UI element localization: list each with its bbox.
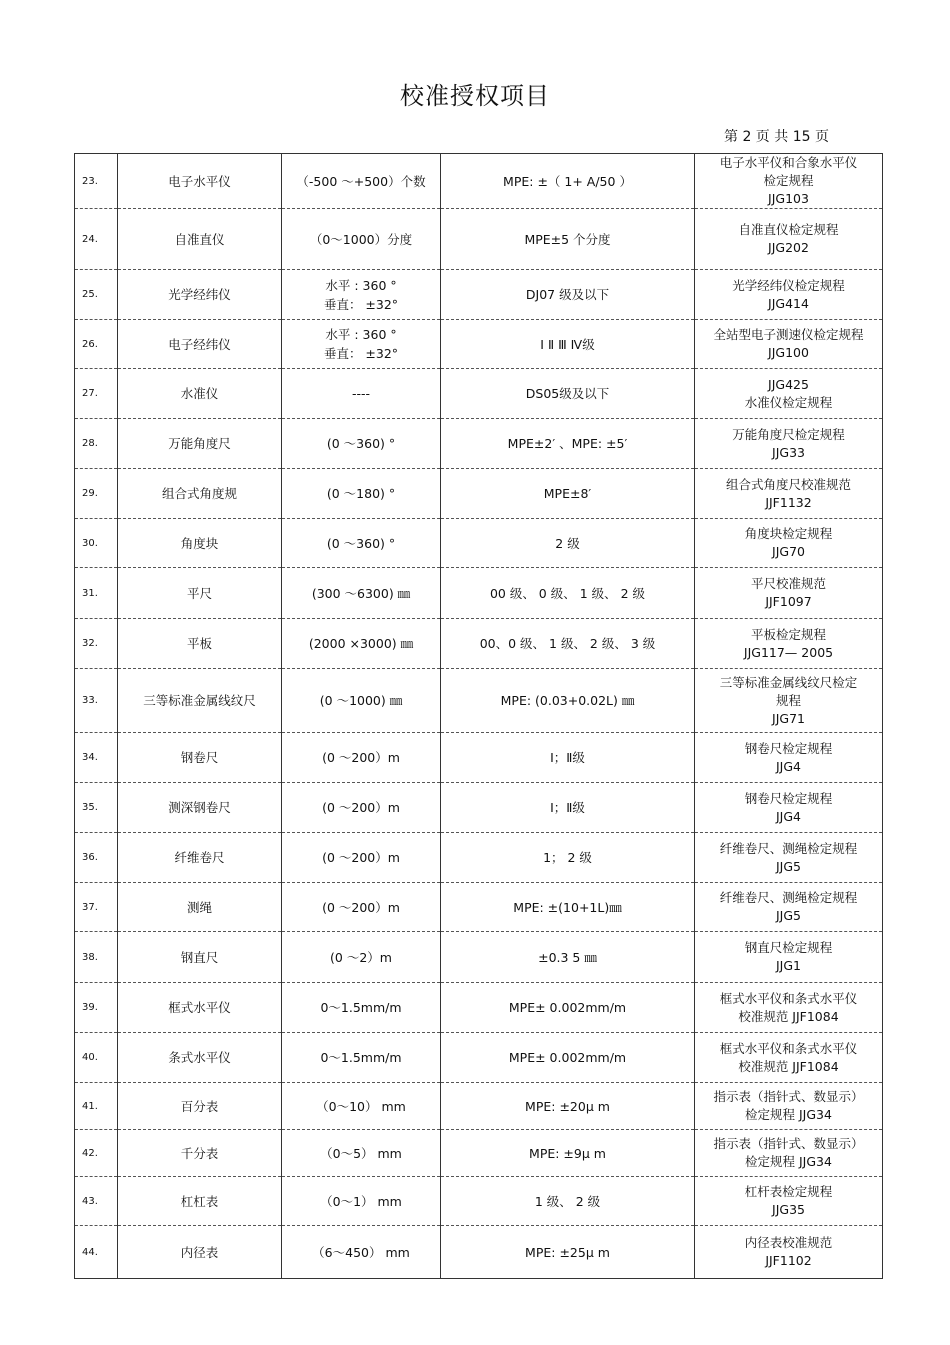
accuracy-grade: 00、0 级、 1 级、 2 级、 3 级 xyxy=(441,619,695,669)
basis-line: 校准规范 JJF1084 xyxy=(738,1008,839,1024)
row-number: 23. xyxy=(75,154,118,209)
range-line: ---- xyxy=(351,386,371,401)
basis-line: 组合式角度尺校准规范 xyxy=(725,476,851,492)
range-line: (0 ～180) ° xyxy=(326,486,396,501)
measuring-range xyxy=(282,568,441,619)
basis-line: 钢直尺检定规程 xyxy=(744,940,833,955)
measuring-range xyxy=(282,1177,441,1226)
basis-line: JJG5 xyxy=(775,858,801,874)
basis-line: 三等标准金属线纹尺检定 xyxy=(719,674,858,690)
measuring-range xyxy=(282,783,441,833)
page-title: 校准授权项目 xyxy=(400,82,550,110)
table-row xyxy=(75,1033,883,1083)
table-row xyxy=(75,833,883,883)
calibration-basis xyxy=(695,469,883,519)
basis-line: 指示表（指针式、数显示） xyxy=(713,1136,864,1151)
measuring-range xyxy=(282,1226,441,1279)
basis-line: 平板检定规程 xyxy=(750,626,826,642)
table-row xyxy=(75,369,883,419)
row-number: 43. xyxy=(75,1177,118,1226)
row-number: 33. xyxy=(75,669,118,733)
instrument-name: 千分表 xyxy=(118,1130,282,1177)
calibration-basis xyxy=(695,833,883,883)
measuring-range xyxy=(282,1130,441,1177)
table-row xyxy=(75,619,883,669)
table-row xyxy=(75,519,883,568)
range-line: （0～10） mm xyxy=(316,1098,406,1114)
calibration-basis xyxy=(695,783,883,833)
range-line: (0 ～360) ° xyxy=(326,436,396,451)
table-row xyxy=(75,209,883,270)
calibration-basis xyxy=(695,1083,883,1130)
accuracy-grade: Ⅰ；Ⅱ级 xyxy=(441,733,695,783)
table-row xyxy=(75,320,883,369)
accuracy-grade: DJ07 级及以下 xyxy=(441,270,695,320)
basis-line: 万能角度尺检定规程 xyxy=(732,426,845,442)
instrument-name: 电子经纬仪 xyxy=(118,320,282,369)
range-line: (0 ～1000) ㎜ xyxy=(319,693,403,708)
calibration-basis xyxy=(695,320,883,369)
measuring-range xyxy=(282,1083,441,1130)
basis-line: JJG100 xyxy=(768,345,809,360)
row-number: 24. xyxy=(75,209,118,270)
basis-line: JJG103 xyxy=(768,191,809,206)
basis-line: JJG414 xyxy=(768,295,809,311)
calibration-basis xyxy=(695,369,883,419)
instrument-name: 测绳 xyxy=(118,883,282,932)
basis-line: 指示表（指针式、数显示） xyxy=(713,1089,864,1104)
range-line: (2000 ×3000) ㎜ xyxy=(308,636,414,651)
range-line: 垂直： ±32° xyxy=(323,296,399,312)
table-row xyxy=(75,1083,883,1130)
accuracy-grade: ±0.3 5 ㎜ xyxy=(441,932,695,983)
calibration-basis xyxy=(695,419,883,469)
basis-line: 钢卷尺检定规程 xyxy=(744,790,833,806)
measuring-range xyxy=(282,733,441,783)
range-line: 水平 : 360 ° xyxy=(325,327,397,342)
table-row xyxy=(75,469,883,519)
accuracy-grade: Ⅰ Ⅱ Ⅲ Ⅳ级 xyxy=(441,320,695,369)
range-line: (0 ～200）m xyxy=(322,850,400,865)
basis-line: JJG425 xyxy=(768,376,809,392)
measuring-range xyxy=(282,154,441,209)
row-number: 39. xyxy=(75,983,118,1033)
range-line: (300 ～6300) ㎜ xyxy=(311,585,411,601)
row-number: 27. xyxy=(75,369,118,419)
row-number: 26. xyxy=(75,320,118,369)
basis-line: 平尺校准规范 xyxy=(750,576,826,591)
table-row xyxy=(75,270,883,320)
basis-line: 规程 xyxy=(775,692,801,708)
table-row xyxy=(75,1226,883,1279)
instrument-name: 水准仪 xyxy=(118,369,282,419)
row-number: 29. xyxy=(75,469,118,519)
accuracy-grade: MPE±5 个分度 xyxy=(441,209,695,270)
calibration-basis xyxy=(695,619,883,669)
accuracy-grade: MPE: ±25μ m xyxy=(441,1226,695,1279)
row-number: 37. xyxy=(75,883,118,932)
instrument-name: 百分表 xyxy=(118,1083,282,1130)
range-line: (0 ～200）m xyxy=(322,750,400,765)
table-row xyxy=(75,733,883,783)
calibration-basis xyxy=(695,270,883,320)
table-row xyxy=(75,932,883,983)
instrument-name: 纤维卷尺 xyxy=(118,833,282,883)
instrument-name: 三等标准金属线纹尺 xyxy=(118,669,282,733)
basis-line: 检定规程 xyxy=(763,173,814,188)
instrument-name: 组合式角度规 xyxy=(118,469,282,519)
instrument-name: 条式水平仪 xyxy=(118,1033,282,1083)
calibration-table xyxy=(74,153,883,1279)
range-line: (0 ～200）m xyxy=(322,899,400,915)
basis-line: JJG70 xyxy=(772,544,805,559)
accuracy-grade: MPE: ±（ 1+ A/50 ） xyxy=(441,154,695,209)
basis-line: 水准仪检定规程 xyxy=(744,394,833,410)
basis-line: 框式水平仪和条式水平仪 xyxy=(719,990,858,1006)
measuring-range xyxy=(282,419,441,469)
basis-line: JJG5 xyxy=(775,908,801,923)
basis-line: JJG202 xyxy=(768,240,809,255)
calibration-basis xyxy=(695,568,883,619)
basis-line: 光学经纬仪检定规程 xyxy=(732,277,845,293)
table-row xyxy=(75,1177,883,1226)
instrument-name: 角度块 xyxy=(118,519,282,568)
accuracy-grade: 1 级、 2 级 xyxy=(441,1177,695,1226)
table-row xyxy=(75,154,883,209)
basis-line: JJF1102 xyxy=(765,1253,812,1268)
table-row xyxy=(75,883,883,932)
measuring-range xyxy=(282,669,441,733)
basis-line: 杠杆表检定规程 xyxy=(744,1184,833,1199)
basis-line: 框式水平仪和条式水平仪 xyxy=(719,1040,858,1056)
range-line: （0～1000）分度 xyxy=(309,231,413,247)
measuring-range xyxy=(282,209,441,270)
accuracy-grade: 1； 2 级 xyxy=(441,833,695,883)
basis-line: 钢卷尺检定规程 xyxy=(744,740,833,756)
basis-line: 纤维卷尺、测绳检定规程 xyxy=(719,840,858,856)
instrument-name: 钢直尺 xyxy=(118,932,282,983)
measuring-range xyxy=(282,833,441,883)
instrument-name: 杠杠表 xyxy=(118,1177,282,1226)
range-line: (0 ～2）m xyxy=(330,949,392,965)
basis-line: JJG4 xyxy=(775,808,801,824)
accuracy-grade: Ⅰ；Ⅱ级 xyxy=(441,783,695,833)
calibration-basis xyxy=(695,932,883,983)
basis-line: 自准直仪检定规程 xyxy=(738,222,839,237)
row-number: 36. xyxy=(75,833,118,883)
measuring-range xyxy=(282,369,441,419)
calibration-basis xyxy=(695,1033,883,1083)
accuracy-grade: MPE±2′ 、MPE: ±5′ xyxy=(441,419,695,469)
accuracy-grade: 2 级 xyxy=(441,519,695,568)
range-line: (0 ～200）m xyxy=(322,800,400,815)
calibration-basis xyxy=(695,209,883,270)
measuring-range xyxy=(282,983,441,1033)
instrument-name: 框式水平仪 xyxy=(118,983,282,1033)
range-line: 0～1.5mm/m xyxy=(320,1000,402,1015)
row-number: 44. xyxy=(75,1226,118,1279)
measuring-range xyxy=(282,883,441,932)
basis-line: JJG33 xyxy=(772,444,805,460)
accuracy-grade: MPE: (0.03+0.02L) ㎜ xyxy=(441,669,695,733)
calibration-basis xyxy=(695,883,883,932)
accuracy-grade: MPE± 0.002mm/m xyxy=(441,983,695,1033)
accuracy-grade: MPE: ±20μ m xyxy=(441,1083,695,1130)
table-row xyxy=(75,419,883,469)
calibration-basis xyxy=(695,154,883,209)
range-line: 水平 : 360 ° xyxy=(325,277,397,293)
basis-line: JJG35 xyxy=(772,1202,805,1217)
row-number: 42. xyxy=(75,1130,118,1177)
basis-line: 全站型电子测速仪检定规程 xyxy=(713,327,864,342)
row-number: 25. xyxy=(75,270,118,320)
basis-line: JJG71 xyxy=(772,710,805,726)
measuring-range xyxy=(282,1033,441,1083)
basis-line: JJG117— 2005 xyxy=(743,644,834,660)
instrument-name: 光学经纬仪 xyxy=(118,270,282,320)
row-number: 28. xyxy=(75,419,118,469)
row-number: 38. xyxy=(75,932,118,983)
basis-line: JJG1 xyxy=(775,958,801,973)
range-line: （0～1） mm xyxy=(320,1193,402,1209)
calibration-basis xyxy=(695,669,883,733)
table-row xyxy=(75,568,883,619)
basis-line: 纤维卷尺、测绳检定规程 xyxy=(719,890,858,905)
page-number: 第 2 页 共 15 页 xyxy=(724,129,829,145)
measuring-range xyxy=(282,270,441,320)
measuring-range xyxy=(282,619,441,669)
measuring-range xyxy=(282,320,441,369)
table-row xyxy=(75,783,883,833)
basis-line: JJG4 xyxy=(775,758,801,774)
basis-line: JJF1097 xyxy=(765,594,812,609)
range-line: (0 ～360) ° xyxy=(326,535,396,551)
table-row xyxy=(75,1130,883,1177)
range-line: （6～450） mm xyxy=(312,1244,410,1260)
row-number: 32. xyxy=(75,619,118,669)
measuring-range xyxy=(282,519,441,568)
table-body xyxy=(75,154,883,1279)
calibration-basis xyxy=(695,1177,883,1226)
instrument-name: 钢卷尺 xyxy=(118,733,282,783)
range-line: （-500 ～+500）个数 xyxy=(296,173,426,189)
table-row xyxy=(75,669,883,733)
instrument-name: 内径表 xyxy=(118,1226,282,1279)
instrument-name: 电子水平仪 xyxy=(118,154,282,209)
measuring-range xyxy=(282,469,441,519)
basis-line: JJF1132 xyxy=(765,494,812,510)
range-line: （0～5） mm xyxy=(320,1145,402,1161)
instrument-name: 测深钢卷尺 xyxy=(118,783,282,833)
accuracy-grade: MPE: ±9μ m xyxy=(441,1130,695,1177)
row-number: 35. xyxy=(75,783,118,833)
accuracy-grade: DS05级及以下 xyxy=(441,369,695,419)
calibration-basis xyxy=(695,519,883,568)
range-line: 0～1.5mm/m xyxy=(320,1050,402,1065)
row-number: 31. xyxy=(75,568,118,619)
accuracy-grade: MPE: ±(10+1L)㎜ xyxy=(441,883,695,932)
table-row xyxy=(75,983,883,1033)
accuracy-grade: MPE± 0.002mm/m xyxy=(441,1033,695,1083)
basis-line: 电子水平仪和合象水平仪 xyxy=(719,155,858,170)
calibration-basis xyxy=(695,1130,883,1177)
instrument-name: 万能角度尺 xyxy=(118,419,282,469)
instrument-name: 平尺 xyxy=(118,568,282,619)
calibration-basis xyxy=(695,1226,883,1279)
row-number: 30. xyxy=(75,519,118,568)
row-number: 34. xyxy=(75,733,118,783)
basis-line: 检定规程 JJG34 xyxy=(745,1107,832,1122)
row-number: 40. xyxy=(75,1033,118,1083)
instrument-name: 自准直仪 xyxy=(118,209,282,270)
basis-line: 内径表校准规范 xyxy=(744,1235,833,1250)
calibration-basis xyxy=(695,983,883,1033)
basis-line: 角度块检定规程 xyxy=(744,526,833,541)
measuring-range xyxy=(282,932,441,983)
accuracy-grade: 00 级、 0 级、 1 级、 2 级 xyxy=(441,568,695,619)
range-line: 垂直： ±32° xyxy=(323,346,399,361)
basis-line: 检定规程 JJG34 xyxy=(745,1154,832,1169)
basis-line: 校准规范 JJF1084 xyxy=(738,1058,839,1074)
row-number: 41. xyxy=(75,1083,118,1130)
calibration-basis xyxy=(695,733,883,783)
instrument-name: 平板 xyxy=(118,619,282,669)
accuracy-grade: MPE±8′ xyxy=(441,469,695,519)
